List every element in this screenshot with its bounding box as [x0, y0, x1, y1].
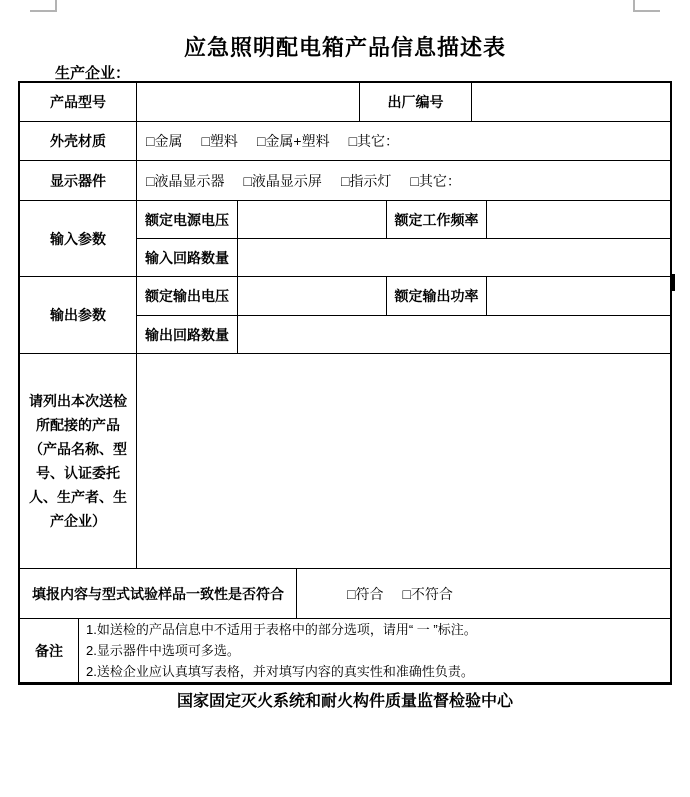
checkbox-option[interactable]: □其它： — [348, 133, 400, 149]
row-identity — [20, 83, 670, 122]
row-input-params — [20, 201, 670, 277]
rated-output-voltage-label: 额定输出电压 — [137, 277, 238, 315]
remark-note-line: 2.显示器件中选项可多选。 — [86, 643, 240, 658]
output-circuits-label: 输出回路数量 — [137, 316, 238, 353]
connected-products-label: 请列出本次送检所配接的产品（产品名称、型号、认证委托人、生产者、生产企业） — [20, 354, 137, 568]
checkbox-option[interactable]: □液晶显示屏 — [243, 172, 322, 189]
input-params-subrow-2 — [137, 239, 670, 276]
footer-org-name: 国家固定灭火系统和耐火构件质量监督检验中心 — [176, 693, 513, 710]
row-shell-material — [20, 122, 670, 161]
checkbox-option[interactable]: □金属 — [146, 133, 183, 149]
output-params-subgrid — [137, 277, 670, 353]
shell-material-label: 外壳材质 — [20, 122, 137, 160]
rated-working-frequency-value-cell[interactable] — [487, 201, 670, 238]
input-params-label: 输入参数 — [20, 201, 137, 276]
manufacturer-label: 生产企业： — [55, 65, 131, 82]
crop-mark-top-left — [30, 0, 57, 12]
output-circuits-value-cell[interactable] — [238, 316, 670, 353]
page-title: 应急照明配电箱产品信息描述表 — [183, 35, 506, 60]
remark-note-line: 1.如送检的产品信息中不适用于表格中的部分选项，请用“ 一 ”标注。 — [86, 622, 477, 637]
consistency-options — [297, 569, 670, 618]
remark-note-line: 2.送检企业应认真填写表格，并对填写内容的真实性和准确性负责。 — [86, 664, 474, 679]
product-info-table — [18, 81, 672, 685]
row-connected-products — [20, 354, 670, 569]
output-params-subrow-1 — [137, 277, 670, 316]
display-components-options — [137, 161, 670, 200]
right-border-artifact — [670, 274, 675, 291]
rated-output-power-value-cell[interactable] — [487, 277, 670, 315]
rated-supply-voltage-value-cell[interactable] — [238, 201, 387, 238]
checkbox-option[interactable]: □不符合 — [402, 585, 453, 602]
row-consistency — [20, 569, 670, 619]
checkbox-option[interactable]: □金属+塑料 — [256, 133, 330, 149]
checkbox-option[interactable]: □塑料 — [201, 133, 238, 149]
checkbox-option[interactable]: □液晶显示器 — [146, 172, 225, 189]
checkbox-option[interactable]: □指示灯 — [340, 172, 392, 189]
display-components-label: 显示器件 — [20, 161, 137, 200]
input-params-subgrid — [137, 201, 670, 276]
rated-output-power-label: 额定输出功率 — [387, 277, 487, 315]
remarks-notes — [79, 619, 670, 682]
product-model-label: 产品型号 — [20, 83, 137, 121]
factory-number-value-cell[interactable] — [472, 83, 670, 121]
rated-supply-voltage-label: 额定电源电压 — [137, 201, 238, 238]
factory-number-label: 出厂编号 — [360, 83, 472, 121]
product-model-value-cell[interactable] — [137, 83, 360, 121]
shell-material-options — [137, 122, 670, 160]
row-display-components — [20, 161, 670, 201]
input-circuits-value-cell[interactable] — [238, 239, 670, 276]
remarks-label: 备注 — [20, 619, 79, 682]
input-params-subrow-1 — [137, 201, 670, 239]
crop-mark-top-right — [633, 0, 660, 12]
output-params-subrow-2 — [137, 316, 670, 353]
rated-output-voltage-value-cell[interactable] — [238, 277, 387, 315]
connected-products-value-cell[interactable] — [137, 354, 670, 568]
input-circuits-label: 输入回路数量 — [137, 239, 238, 276]
output-params-label: 输出参数 — [20, 277, 137, 353]
row-output-params — [20, 277, 670, 354]
row-remarks — [20, 619, 670, 682]
checkbox-option[interactable]: □符合 — [347, 585, 384, 602]
checkbox-option[interactable]: □其它： — [410, 172, 461, 189]
rated-working-frequency-label: 额定工作频率 — [387, 201, 487, 238]
consistency-label: 填报内容与型式试验样品一致性是否符合 — [20, 569, 297, 618]
